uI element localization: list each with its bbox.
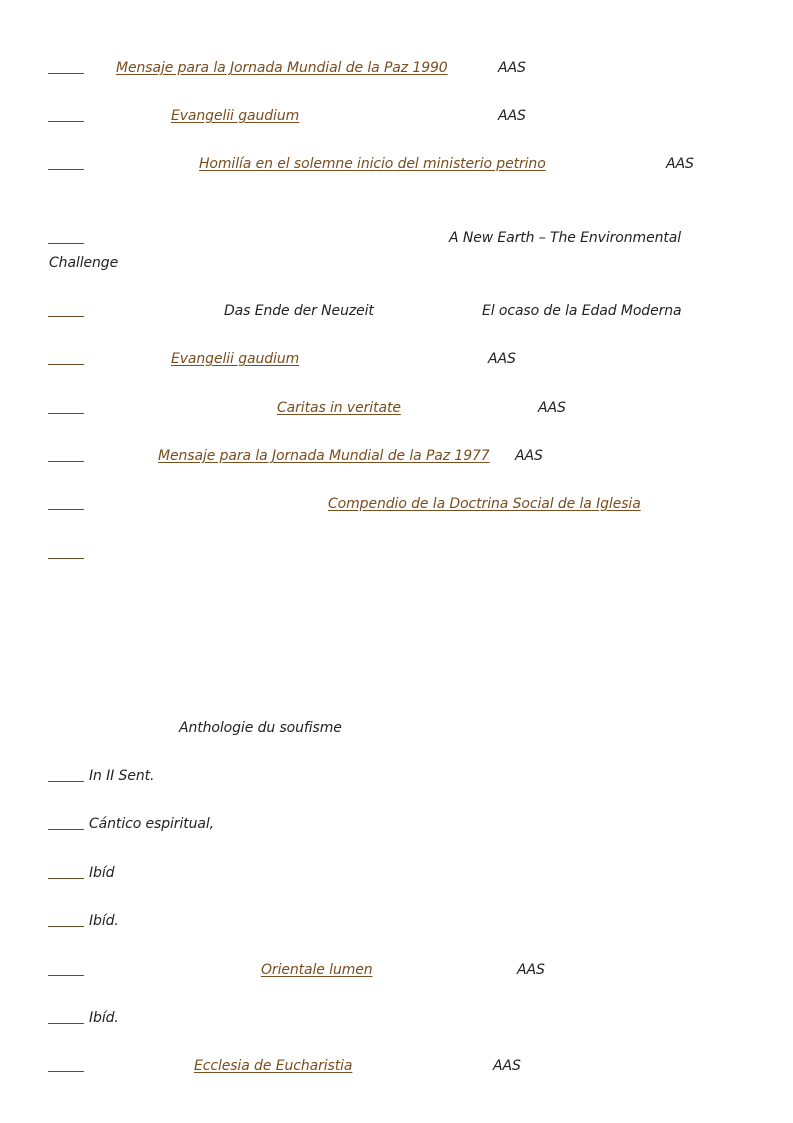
footnote-blank (48, 461, 84, 462)
cited-title: Das Ende der Neuzeit (224, 303, 374, 319)
footnote-row (0, 59, 793, 79)
footnote-blank (48, 364, 84, 365)
footnote-blank (48, 316, 84, 317)
footnote-row (0, 229, 793, 271)
reference-abbrev: AAS (493, 1058, 521, 1074)
footnote-blank (48, 413, 84, 414)
footnote-row (0, 912, 793, 932)
citation-text: Ibíd. (89, 913, 119, 929)
cited-document-link[interactable]: Caritas in veritate (277, 400, 401, 416)
footnote-row (0, 544, 793, 564)
footnote-row (0, 155, 793, 175)
citation-text: Ibíd. (89, 1010, 119, 1026)
footnote-row (0, 107, 793, 127)
cited-document-link[interactable]: Mensaje para la Jornada Mundial de la Paz 1990 (116, 60, 448, 76)
cited-title-translation: El ocaso de la Edad Moderna (482, 303, 682, 319)
footnote-blank (48, 878, 84, 879)
footnote-row (0, 302, 793, 322)
cited-document-link[interactable]: Evangelii gaudium (171, 351, 300, 367)
footnote-blank (48, 73, 84, 74)
cited-document-link[interactable]: Mensaje para la Jornada Mundial de la Paz 1977 (158, 448, 490, 464)
reference-abbrev: AAS (666, 156, 694, 172)
cited-document-link[interactable]: Evangelii gaudium (171, 108, 300, 124)
cited-title: A New Earth – The Environmental (449, 230, 682, 246)
citation-text: In II Sent. (89, 768, 155, 784)
footnote-blank (48, 169, 84, 170)
citation-text: Cántico espiritual, (89, 816, 215, 832)
cited-title-continuation: Challenge (49, 255, 119, 271)
footnote-row (0, 399, 793, 419)
footnote-row (0, 447, 793, 467)
footnote-row (0, 767, 793, 787)
reference-abbrev: AAS (488, 351, 516, 367)
footnote-blank (48, 121, 84, 122)
citation-text: Ibíd (89, 865, 115, 881)
reference-abbrev: AAS (498, 108, 526, 124)
footnote-blank (48, 509, 84, 510)
footnote-blank (48, 781, 84, 782)
footnote-blank (48, 558, 84, 559)
footnote-row (0, 1057, 793, 1077)
reference-abbrev: AAS (517, 962, 545, 978)
footnote-row (0, 350, 793, 370)
cited-document-link[interactable]: Homilía en el solemne inicio del ministerio petrino (199, 156, 546, 172)
footnote-blank (48, 243, 84, 244)
footnote-row (0, 1009, 793, 1029)
footnote-row (0, 495, 793, 515)
footnote-blank (48, 829, 84, 830)
cited-document-link[interactable]: Compendio de la Doctrina Social de la Iglesia (328, 496, 641, 512)
reference-abbrev: AAS (515, 448, 543, 464)
cited-document-link[interactable]: Orientale lumen (261, 962, 373, 978)
footnote-blank (48, 926, 84, 927)
reference-abbrev: AAS (498, 60, 526, 76)
footnote-row (0, 815, 793, 835)
footnote-row (0, 864, 793, 884)
cited-title: Anthologie du soufisme (179, 720, 342, 736)
reference-abbrev: AAS (538, 400, 566, 416)
footnote-blank (48, 1023, 84, 1024)
footnote-row (0, 961, 793, 981)
cited-document-link[interactable]: Ecclesia de Eucharistia (194, 1058, 353, 1074)
footnote-row (0, 719, 793, 739)
footnote-blank (48, 1071, 84, 1072)
footnote-blank (48, 975, 84, 976)
